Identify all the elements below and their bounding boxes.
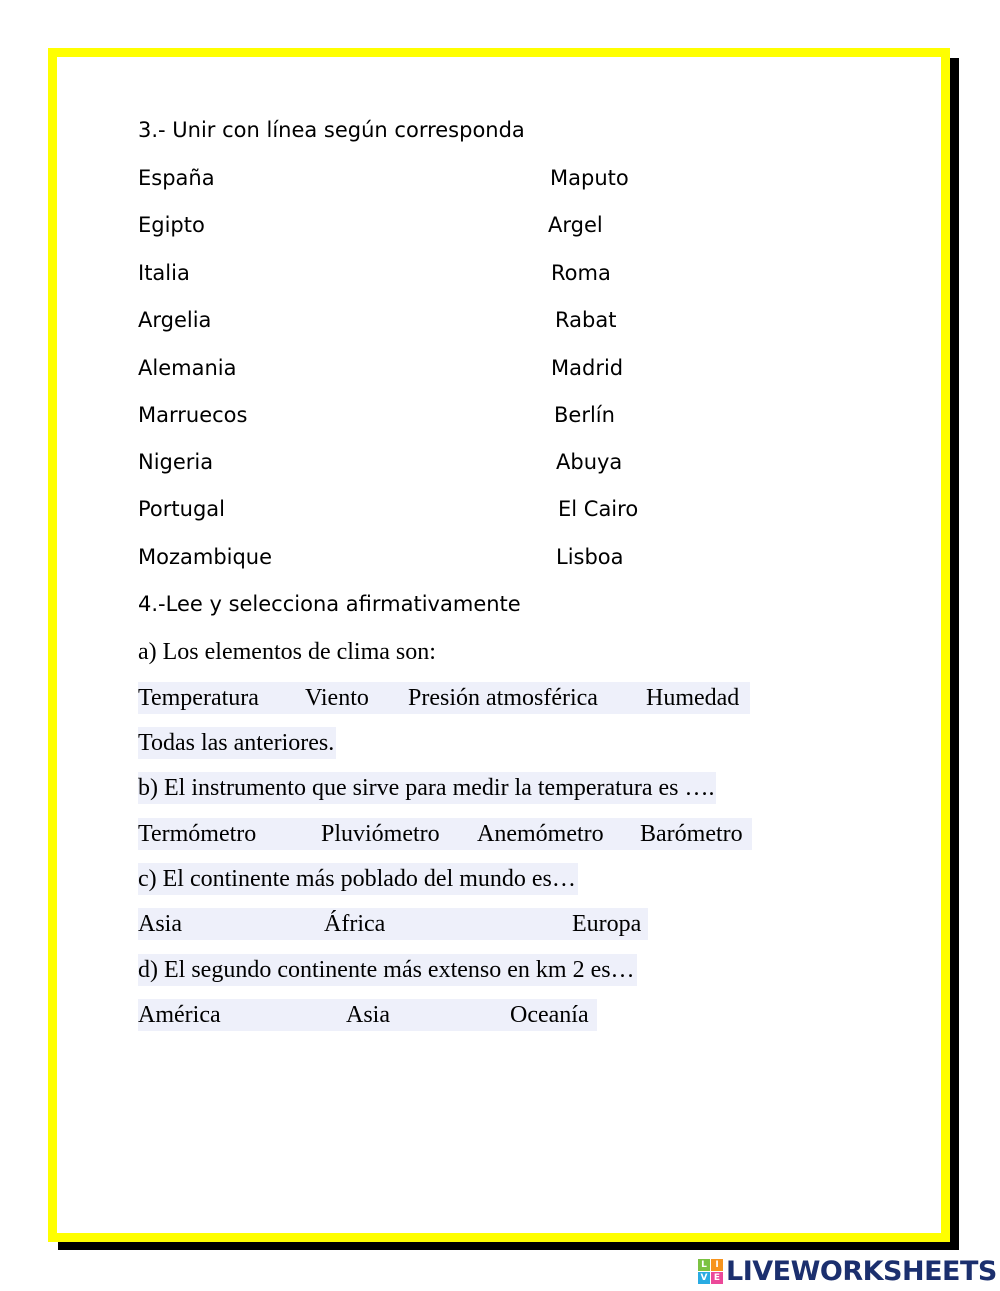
country-item: Mozambique xyxy=(138,545,273,569)
country-item: Italia xyxy=(138,261,190,285)
option-viento[interactable]: Viento xyxy=(305,685,369,711)
option-america[interactable]: América xyxy=(138,1002,221,1028)
option-barometro[interactable]: Barómetro xyxy=(640,821,743,847)
option-todas-las-anteriores[interactable]: Todas las anteriores. xyxy=(138,727,336,759)
question-c: c) El continente más poblado del mundo es… xyxy=(138,863,578,895)
capital-item[interactable]: Berlín xyxy=(554,403,615,427)
capital-item[interactable]: Argel xyxy=(548,213,603,237)
liveworksheets-logo xyxy=(698,1256,997,1286)
option-humedad[interactable]: Humedad xyxy=(646,685,740,711)
capital-item[interactable]: Roma xyxy=(551,261,611,285)
option-asia-d[interactable]: Asia xyxy=(346,1002,390,1028)
question-a: a) Los elementos de clima son: xyxy=(138,639,436,665)
question-d: d) El segundo continente más extenso en km 2 es… xyxy=(138,954,637,986)
capital-item[interactable]: Lisboa xyxy=(556,545,624,569)
country-item: Alemania xyxy=(138,356,237,380)
country-item: Nigeria xyxy=(138,450,214,474)
option-termometro[interactable]: Termómetro xyxy=(138,821,257,847)
section-3-title: 3.- Unir con línea según corresponda xyxy=(138,118,525,142)
option-asia[interactable]: Asia xyxy=(138,911,182,937)
answer-row-d xyxy=(138,999,597,1031)
option-pluviometro[interactable]: Pluviómetro xyxy=(321,821,440,847)
answer-row-b xyxy=(138,818,752,850)
capital-item[interactable]: Abuya xyxy=(556,450,623,474)
country-item: Portugal xyxy=(138,497,225,521)
capital-item[interactable]: Maputo xyxy=(550,166,629,190)
logo-blocks-icon: L I V E xyxy=(698,1259,723,1284)
country-item: Argelia xyxy=(138,308,212,332)
option-presion-atmosferica[interactable]: Presión atmosférica xyxy=(408,685,598,711)
country-item: Marruecos xyxy=(138,403,248,427)
option-europa[interactable]: Europa xyxy=(572,911,642,937)
answer-row-c xyxy=(138,908,648,940)
question-b: b) El instrumento que sirve para medir la temperatura es …. xyxy=(138,772,716,804)
country-item: Egipto xyxy=(138,213,205,237)
capital-item[interactable]: El Cairo xyxy=(558,497,639,521)
option-africa[interactable]: África xyxy=(324,911,386,937)
option-oceania[interactable]: Oceanía xyxy=(510,1002,589,1028)
logo-text: LIVEWORKSHEETS xyxy=(726,1255,997,1287)
country-item: España xyxy=(138,166,215,190)
section-4-title: 4.-Lee y selecciona afirmativamente xyxy=(138,592,521,616)
capital-item[interactable]: Rabat xyxy=(555,308,617,332)
option-temperatura[interactable]: Temperatura xyxy=(138,685,259,711)
capital-item[interactable]: Madrid xyxy=(551,356,624,380)
option-anemometro[interactable]: Anemómetro xyxy=(477,821,604,847)
answer-row-a xyxy=(138,682,750,714)
